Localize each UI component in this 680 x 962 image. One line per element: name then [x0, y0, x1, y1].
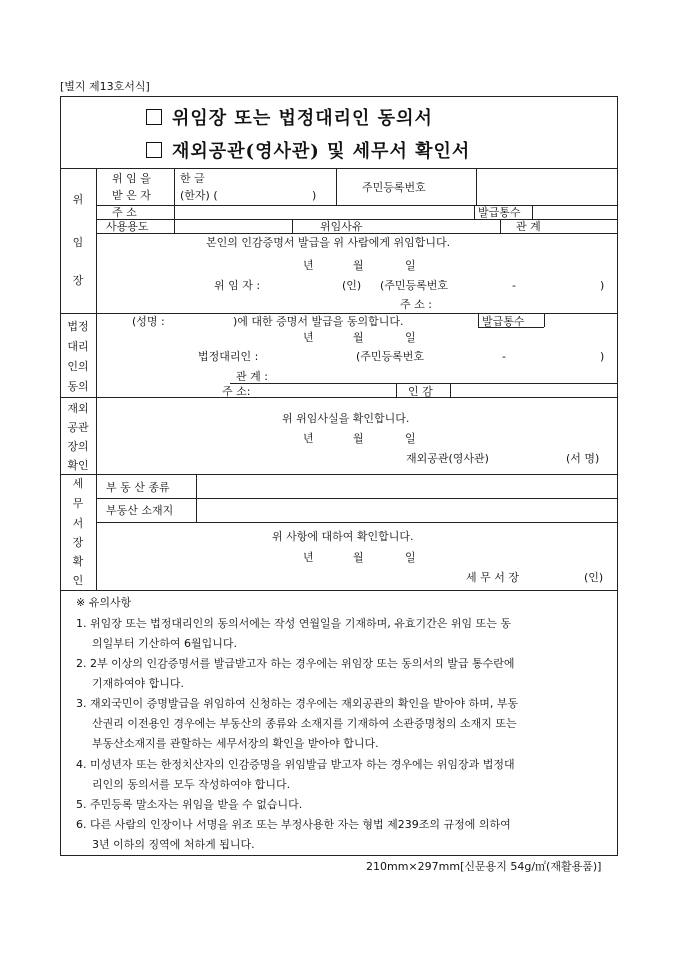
consulate-month: 월 [353, 432, 364, 445]
delegator-rrn-label: (주민등록번호 [380, 279, 449, 292]
reason-field[interactable] [380, 220, 498, 232]
delegation-side-label-2: 임 [72, 236, 84, 249]
note-line: 5. 주민등록 말소자는 위임을 받을 수 없습니다. [76, 798, 303, 811]
delegator-rrn-dash: - [512, 279, 516, 292]
consulate-day: 일 [405, 432, 416, 445]
note-line: 산권리 이전용인 경우에는 부동산의 종류와 소재지를 기재하여 소관증명청의 소재지 또는 [92, 717, 517, 730]
tax-side-label-3: 서 [72, 517, 84, 530]
delegate-address-field[interactable] [176, 206, 472, 218]
title-line-2-text: 재외공관(영사관) 및 세무서 확인서 [172, 141, 471, 162]
minor-name-label: (성명 : [132, 315, 165, 328]
tax-official: 세 무 서 장 [466, 571, 519, 584]
form-number-label: [별지 제13호서식] [60, 80, 150, 93]
consulate-signature: (서 명) [566, 452, 600, 465]
legal-agent-rrn-label: (주민등록번호 [356, 350, 425, 363]
notes-heading: ※ 유의사항 [76, 596, 132, 609]
guardian-issue-count-label: 발급통수 [482, 315, 525, 328]
delegation-month: 월 [353, 259, 364, 272]
property-type-label: 부 동 산 종류 [106, 481, 170, 494]
tax-side-label-5: 확 [72, 555, 84, 568]
legal-agent-rrn-dash: - [502, 350, 506, 363]
consulate-official: 재외공관(영사관) [406, 452, 489, 465]
tax-side-label-6: 인 [72, 574, 84, 587]
tax-seal: (인) [584, 571, 604, 584]
relation-label: 관 계 [516, 220, 541, 233]
guardian-month: 월 [353, 331, 364, 344]
note-line: 3년 이하의 징역에 처하게 됩니다. [92, 838, 255, 851]
consent-statement: )에 대한 증명서 발급을 동의합니다. [233, 315, 404, 328]
hanja-name-label: (한자) ( [180, 189, 218, 202]
issue-count-label: 발급통수 [478, 206, 521, 219]
note-line: 부동산소재지를 관할하는 세무서장의 확인을 받아야 합니다. [92, 737, 379, 750]
property-location-field[interactable] [198, 500, 616, 521]
legal-agent-label: 법정대리인 : [198, 350, 259, 363]
tax-side-label-2: 무 [72, 497, 84, 510]
delegation-checkbox[interactable] [146, 109, 162, 125]
note-line: 2. 2부 이상의 인감증명서를 발급받고자 하는 경우에는 위임장 또는 동의서의 발급 통수란에 [76, 657, 515, 670]
delegation-side-label-3: 장 [72, 274, 84, 287]
legal-agent-address-label: 주 소: [222, 385, 251, 398]
consulate-year: 년 [303, 432, 314, 445]
guardian-side-label-1: 법정 [67, 320, 89, 333]
tax-day: 일 [405, 551, 416, 564]
delegation-side-label-1: 위 [72, 193, 84, 206]
legal-agent-relation-label: 관 계 : [236, 370, 268, 383]
delegate-address-label: 주 소 [112, 206, 137, 219]
note-line: 6. 다른 사람의 인장이나 서명을 위조 또는 부정사용한 자는 형법 제239조의 규정에 의하여 [76, 818, 511, 831]
delegate-label-line-1: 위 임 을 [112, 172, 151, 185]
note-line: 의일부터 기산하여 6월입니다. [92, 637, 237, 650]
note-line: 4. 미성년자 또는 한정치산자의 인감증명을 위임발급 받고자 하는 경우에는 위임장과 법정대 [76, 758, 515, 771]
issue-count-field[interactable] [534, 206, 616, 218]
delegator-seal: (인) [342, 279, 362, 292]
delegate-rrn-label: 주민등록번호 [362, 181, 426, 194]
purpose-label: 사용용도 [106, 220, 149, 233]
guardian-side-label-4: 동의 [67, 380, 89, 393]
property-location-label: 부동산 소재지 [106, 504, 174, 517]
delegation-year: 년 [303, 259, 314, 272]
delegation-day: 일 [405, 259, 416, 272]
consulate-side-label-1: 재외 [67, 402, 89, 415]
title-line-1 [146, 108, 433, 130]
seal-box-field[interactable] [452, 384, 616, 396]
consulate-side-label-4: 확인 [67, 459, 89, 472]
legal-agent-rrn-close: ) [600, 350, 605, 363]
delegator-address-label: 주 소 : [400, 298, 432, 311]
delegator-label: 위 임 자 : [214, 279, 261, 292]
title-line-1-text: 위임장 또는 법정대리인 동의서 [172, 108, 433, 129]
guardian-year: 년 [303, 331, 314, 344]
note-line: 1. 위임장 또는 법정대리인의 동의서에는 작성 연월일을 기재하며, 유효기간은 위임 또는 동 [76, 617, 511, 630]
consulate-statement: 위 위임사실을 확인합니다. [282, 412, 410, 425]
paper-spec: 210mm×297mm[신문용지 54g/㎡(재활용품)] [366, 860, 602, 873]
delegation-statement: 본인의 인감증명서 발급을 위 사람에게 위임합니다. [206, 236, 451, 249]
purpose-field[interactable] [176, 220, 290, 232]
note-line: 3. 재외국민이 증명발급을 위임하여 신청하는 경우에는 재외공관의 확인을 받아야 하며, 부동 [76, 697, 519, 710]
note-line: 리인의 동의서를 모두 작성하여야 합니다. [92, 778, 291, 791]
hangul-name-label: 한 글 [180, 172, 205, 185]
delegator-rrn-close: ) [600, 279, 605, 292]
note-line: 기재하여야 합니다. [92, 677, 185, 690]
consulate-side-label-2: 공관 [67, 421, 89, 434]
title-line-2 [146, 141, 470, 163]
property-type-field[interactable] [198, 476, 616, 497]
delegate-rrn-field[interactable] [478, 170, 616, 203]
guardian-side-label-2: 대리 [67, 340, 89, 353]
guardian-side-label-3: 인의 [67, 360, 89, 373]
tax-side-label-4: 장 [72, 536, 84, 549]
tax-statement: 위 사항에 대하여 확인합니다. [272, 530, 414, 543]
tax-month: 월 [353, 551, 364, 564]
seal-box-label: 인 감 [408, 385, 433, 398]
tax-year: 년 [303, 551, 314, 564]
relation-field[interactable] [560, 220, 616, 232]
delegate-label-line-2: 받 은 자 [112, 189, 151, 202]
consulate-checkbox[interactable] [146, 142, 162, 158]
guardian-issue-count-field[interactable] [546, 314, 616, 326]
reason-label: 위임사유 [320, 220, 363, 233]
consulate-side-label-3: 장의 [67, 440, 89, 453]
tax-side-label-1: 세 [72, 477, 84, 490]
hanja-close-paren: ) [312, 189, 317, 202]
guardian-day: 일 [405, 331, 416, 344]
